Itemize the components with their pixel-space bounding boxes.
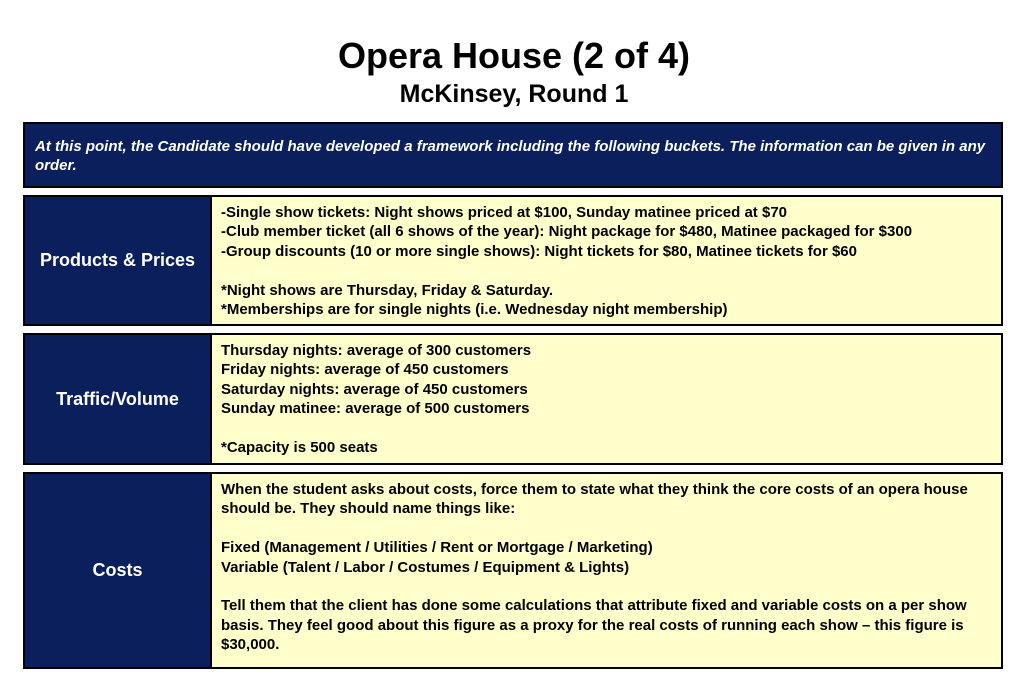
products-prices-label: Products & Prices xyxy=(25,197,212,324)
spacer xyxy=(221,577,993,596)
products-prices-content xyxy=(212,197,1001,324)
traffic-line: Sunday matinee: average of 500 customers xyxy=(221,400,530,418)
traffic-line: Friday nights: average of 450 customers xyxy=(221,361,509,379)
product-line: -Group discounts (10 or more single shows): Night tickets for $80, Matinee tickets for $60 xyxy=(221,242,857,260)
product-note: *Memberships are for single nights (i.e. Wednesday night membership) xyxy=(221,301,728,319)
traffic-volume-row xyxy=(23,333,1003,465)
spacer xyxy=(221,519,993,538)
costs-content xyxy=(212,474,1001,667)
page-subtitle: McKinsey, Round 1 xyxy=(399,80,629,108)
product-line: -Club member ticket (all 6 shows of the year): Night package for $480, Matinee packaged for $300 xyxy=(221,223,913,241)
traffic-note: *Capacity is 500 seats xyxy=(221,439,378,457)
costs-line: Variable (Talent / Labor / Costumes / Equipment & Lights) xyxy=(221,558,630,576)
spacer xyxy=(221,261,993,280)
products-prices-row xyxy=(23,195,1003,326)
costs-row xyxy=(23,472,1003,669)
product-note: *Night shows are Thursday, Friday & Saturday. xyxy=(221,281,554,299)
page-title: Opera House (2 of 4) xyxy=(337,35,691,76)
costs-label: Costs xyxy=(25,474,212,667)
instruction-banner: At this point, the Candidate should have developed a framework including the following buckets. The information can be given in any order. xyxy=(23,122,1003,188)
product-line: -Single show tickets: Night shows priced at $100, Sunday matinee priced at $70 xyxy=(221,204,788,221)
traffic-line: Saturday nights: average of 450 customers xyxy=(221,380,528,398)
traffic-volume-content xyxy=(212,335,1001,463)
costs-closing: Tell them that the client has done some calculations that attribute fixed and variable costs on a per show basis. They feel good about this figure as a proxy for the real costs of running each show – this figure is $30,000. xyxy=(221,597,967,654)
traffic-volume-label: Traffic/Volume xyxy=(25,335,212,463)
spacer xyxy=(221,419,993,438)
traffic-line: Thursday nights: average of 300 customers xyxy=(221,342,532,359)
costs-line: Fixed (Management / Utilities / Rent or Mortgage / Marketing) xyxy=(221,539,653,557)
costs-intro: When the student asks about costs, force them to state what they think the core costs of an opera house should be. They should name things like: xyxy=(221,481,968,518)
